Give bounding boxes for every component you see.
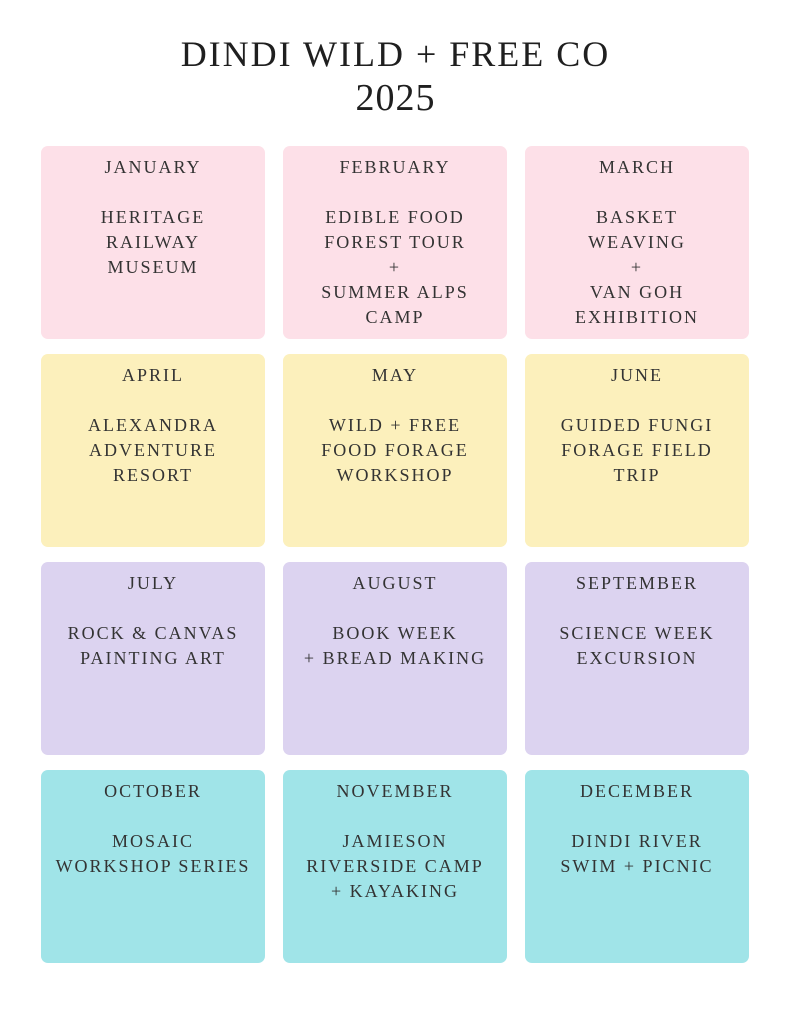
activity-line: PAINTING ART — [80, 648, 226, 668]
activity-line: GUIDED FUNGI — [560, 415, 714, 435]
month-label: JUNE — [611, 365, 663, 385]
activity-line: + — [630, 257, 644, 277]
activity-line: EXCURSION — [576, 648, 698, 668]
month-card-february — [283, 146, 507, 339]
month-card-march — [525, 146, 749, 339]
month-label: NOVEMBER — [336, 781, 454, 801]
month-card-june — [525, 354, 749, 547]
activity-line: RESORT — [113, 465, 193, 485]
activity-line: HERITAGE — [100, 207, 206, 227]
activity-line: JAMIESON — [342, 831, 448, 851]
month-card-september — [525, 562, 749, 755]
page-title: DINDI WILD + FREE CO — [180, 34, 611, 74]
month-card-april — [41, 354, 265, 547]
month-label: FEBRUARY — [339, 157, 451, 177]
month-card-may — [283, 354, 507, 547]
month-label: APRIL — [121, 365, 184, 385]
activity-line: FORAGE FIELD — [561, 440, 713, 460]
activity-line: ADVENTURE — [89, 440, 217, 460]
year-heading: 2025 — [355, 77, 436, 119]
activity-line: EXHIBITION — [575, 307, 699, 327]
activity-line: EDIBLE FOOD — [325, 207, 465, 227]
activity-line: CAMP — [365, 307, 425, 327]
month-card-december — [525, 770, 749, 963]
activity-line: WILD + FREE — [328, 415, 462, 435]
activity-line: SUMMER ALPS — [321, 282, 469, 302]
activity-line: RIVERSIDE CAMP — [306, 856, 484, 876]
month-label: DECEMBER — [579, 781, 694, 801]
activity-line: MOSAIC — [111, 831, 194, 851]
activity-line: WORKSHOP — [336, 465, 454, 485]
month-grid — [41, 146, 749, 963]
activity-line: RAILWAY — [106, 232, 200, 252]
month-label: JANUARY — [104, 157, 202, 177]
month-card-january — [41, 146, 265, 339]
activity-line: + BREAD MAKING — [303, 648, 487, 668]
month-card-july — [41, 562, 265, 755]
activity-line: FOOD FORAGE — [321, 440, 469, 460]
activity-line: BOOK WEEK — [332, 623, 458, 643]
activity-line: + — [388, 257, 402, 277]
activity-line: WEAVING — [588, 232, 686, 252]
activity-line: SWIM + PICNIC — [560, 856, 714, 876]
month-card-october — [41, 770, 265, 963]
month-label: MARCH — [598, 157, 675, 177]
activity-line: DINDI RIVER — [571, 831, 703, 851]
activity-line: SCIENCE WEEK — [559, 623, 715, 643]
month-card-august — [283, 562, 507, 755]
month-label: SEPTEMBER — [575, 573, 699, 593]
month-label: MAY — [371, 365, 419, 385]
activity-line: + KAYAKING — [331, 881, 459, 901]
activity-line: BASKET — [595, 207, 678, 227]
month-label: OCTOBER — [104, 781, 202, 801]
month-card-november — [283, 770, 507, 963]
activity-line: VAN GOH — [589, 282, 685, 302]
activity-line: ROCK & CANVAS — [67, 623, 239, 643]
month-label: AUGUST — [352, 573, 438, 593]
month-label: JULY — [127, 573, 179, 593]
activity-line: ALEXANDRA — [88, 415, 218, 435]
activity-line: WORKSHOP SERIES — [55, 856, 251, 876]
activity-line: MUSEUM — [107, 257, 199, 277]
activity-line: FOREST TOUR — [324, 232, 466, 252]
activity-line: TRIP — [613, 465, 661, 485]
